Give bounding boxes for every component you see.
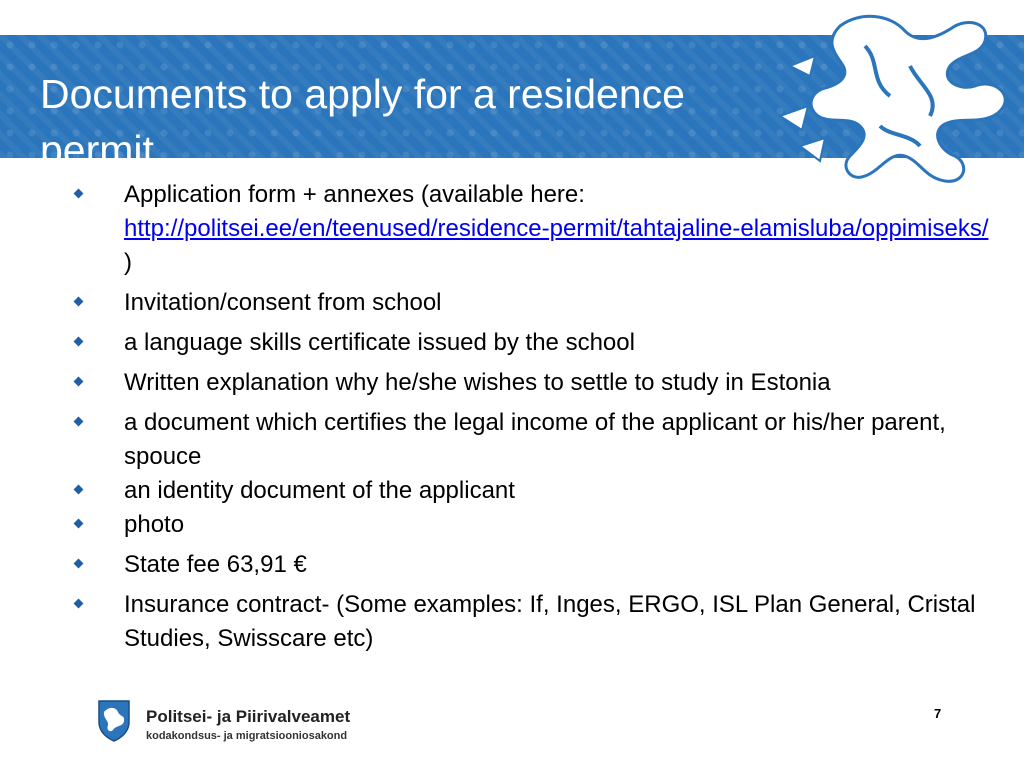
list-item [72, 326, 992, 360]
department-name: kodakondsus- ja migratsiooniosakond [146, 730, 348, 742]
diamond-bullet-icon [74, 377, 84, 387]
list-item-suffix: ) [124, 249, 132, 276]
list-item [72, 366, 992, 400]
list-item-text: Invitation/consent from school [124, 289, 442, 316]
list-item-text: a language skills certificate issued by the school [124, 329, 635, 356]
list-item [72, 406, 992, 474]
diamond-bullet-icon [74, 485, 84, 495]
diamond-bullet-icon [74, 189, 84, 199]
page-number: 7 [934, 706, 942, 721]
lion-emblem-icon [770, 6, 1020, 196]
diamond-bullet-icon [74, 599, 84, 609]
police-shield-icon [96, 698, 132, 742]
diamond-bullet-icon [74, 297, 84, 307]
diamond-bullet-icon [74, 559, 84, 569]
slide-title: Documents to apply for a residence permit [40, 71, 685, 173]
diamond-bullet-icon [74, 417, 84, 427]
list-item-text: a document which certifies the legal income of the applicant or his/her parent, spouce [124, 409, 946, 470]
list-item [72, 548, 992, 582]
list-item-text: an identity document of the applicant [124, 477, 515, 504]
list-item [72, 178, 992, 280]
document-list [72, 178, 992, 662]
diamond-bullet-icon [74, 337, 84, 347]
list-item-text: Insurance contract- (Some examples: If, Inges, ERGO, ISL Plan General, Cristal Studies, Swisscare etc) [124, 591, 976, 652]
list-item-text: Application form + annexes (available here: [124, 181, 585, 208]
list-item-text: Written explanation why he/she wishes to settle to study in Estonia [124, 369, 831, 396]
list-item-text: photo [124, 511, 185, 538]
list-item [72, 474, 992, 508]
diamond-bullet-icon [74, 519, 84, 529]
organization-name: Politsei- ja Piirivalveamet [146, 707, 351, 726]
list-item-text: State fee 63,91 € [124, 551, 307, 578]
list-item [72, 588, 992, 656]
list-item [72, 508, 992, 542]
residence-permit-link[interactable]: http://politsei.ee/en/teenused/residence-permit/tahtajaline-elamisluba/oppimiseks/ [124, 215, 989, 242]
list-item [72, 286, 992, 320]
